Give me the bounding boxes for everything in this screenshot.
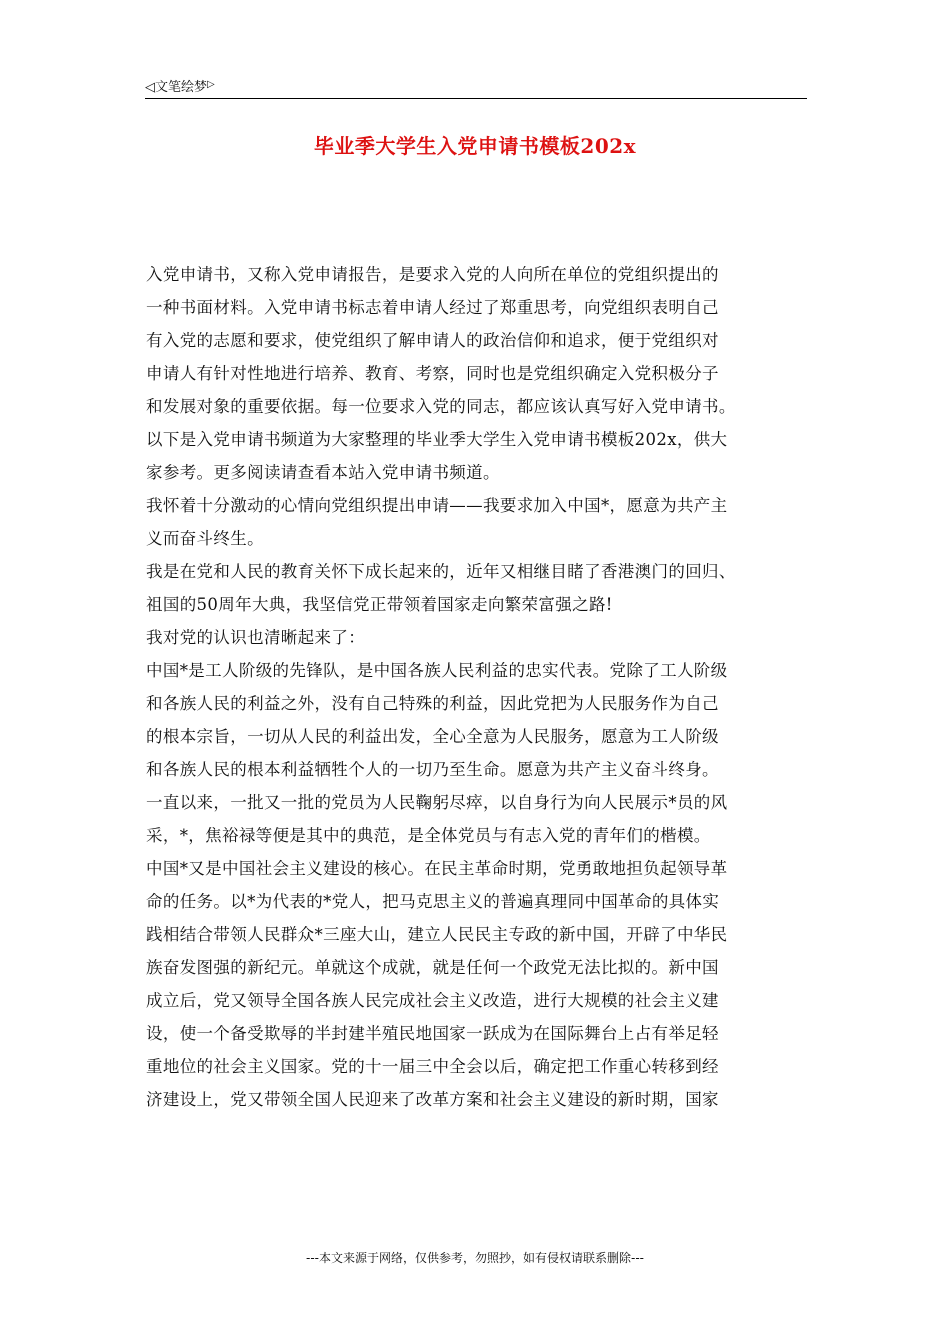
text-line: 我是在党和人民的教育关怀下成长起来的，近年又相继目睹了香港澳门的回归、 [146, 562, 736, 581]
document-title: 毕业季大学生入党申请书模板202x [313, 134, 637, 158]
text-line: 和发展对象的重要依据。每一位要求入党的同志，都应该认真写好入党申请书。 [146, 397, 736, 416]
footer-disclaimer: ---本文来源于网络，仅供参考，勿照抄，如有侵权请联系删除--- [306, 1251, 644, 1265]
text-line: 家参考。更多阅读请查看本站入党申请书频道。 [146, 463, 500, 482]
page-header [145, 76, 807, 99]
text-line: 和各族人民的利益之外，没有自己特殊的利益，因此党把为人民服务作为自己 [146, 694, 719, 713]
text-line: 我对党的认识也清晰起来了： [146, 628, 366, 647]
text-line: 我怀着十分激动的心情向党组织提出申请——我要求加入中国*，愿意为共产主 [146, 496, 728, 515]
document-body [146, 258, 818, 1116]
text-line: 重地位的社会主义国家。党的十一届三中全会以后，确定把工作重心转移到经 [146, 1057, 719, 1076]
text-line: 有入党的志愿和要求，使党组织了解申请人的政治信仰和追求，便于党组织对 [146, 331, 719, 350]
text-line: 以下是入党申请书频道为大家整理的毕业季大学生入党申请书模板202x，供大 [146, 430, 728, 449]
text-line: 入党申请书，又称入党申请报告，是要求入党的人向所在单位的党组织提出的 [146, 265, 719, 284]
text-line: 和各族人民的根本利益牺牲个人的一切乃至生命。愿意为共产主义奋斗终身。 [146, 760, 719, 779]
header-text: 文笔绘梦 [155, 80, 208, 95]
text-line: 中国*又是中国社会主义建设的核心。在民主革命时期，党勇敢地担负起领导革 [146, 859, 728, 878]
text-line: 践相结合带领人民群众*三座大山，建立人民民主专政的新中国，开辟了中华民 [146, 925, 728, 944]
text-line: 济建设上，党又带领全国人民迎来了改革方案和社会主义建设的新时期，国家 [146, 1090, 719, 1109]
text-line: 一种书面材料。入党申请书标志着申请人经过了郑重思考，向党组织表明自己 [146, 298, 719, 317]
text-line: 命的任务。以*为代表的*党人，把马克思主义的普遍真理同中国革命的具体实 [146, 892, 720, 911]
text-line: 采，*，焦裕禄等便是其中的典范，是全体党员与有志入党的青年们的楷模。 [146, 826, 711, 845]
text-line: 中国*是工人阶级的先锋队，是中国各族人民利益的忠实代表。党除了工人阶级 [146, 661, 728, 680]
header-logo [145, 80, 215, 95]
text-line: 设，使一个备受欺辱的半封建半殖民地国家一跃成为在国际舞台上占有举足轻 [146, 1024, 719, 1043]
text-line: 族奋发图强的新纪元。单就这个成就，就是任何一个政党无法比拟的。新中国 [146, 958, 719, 977]
text-line: 义而奋斗终生。 [146, 529, 264, 548]
text-line: 成立后，党又领导全国各族人民完成社会主义改造，进行大规模的社会主义建 [146, 991, 719, 1010]
text-line: 的根本宗旨，一切从人民的利益出发，全心全意为人民服务，愿意为工人阶级 [146, 727, 719, 746]
left-triangle-icon: ◁ [145, 80, 155, 95]
text-line: 祖国的50周年大典，我坚信党正带领着国家走向繁荣富强之路! [146, 595, 613, 614]
right-triangle-icon: ▷ [207, 79, 215, 90]
text-line: 一直以来，一批又一批的党员为人民鞠躬尽瘁，以自身行为向人民展示*员的风 [146, 793, 728, 812]
text-line: 申请人有针对性地进行培养、教育、考察，同时也是党组织确定入党积极分子 [146, 364, 719, 383]
